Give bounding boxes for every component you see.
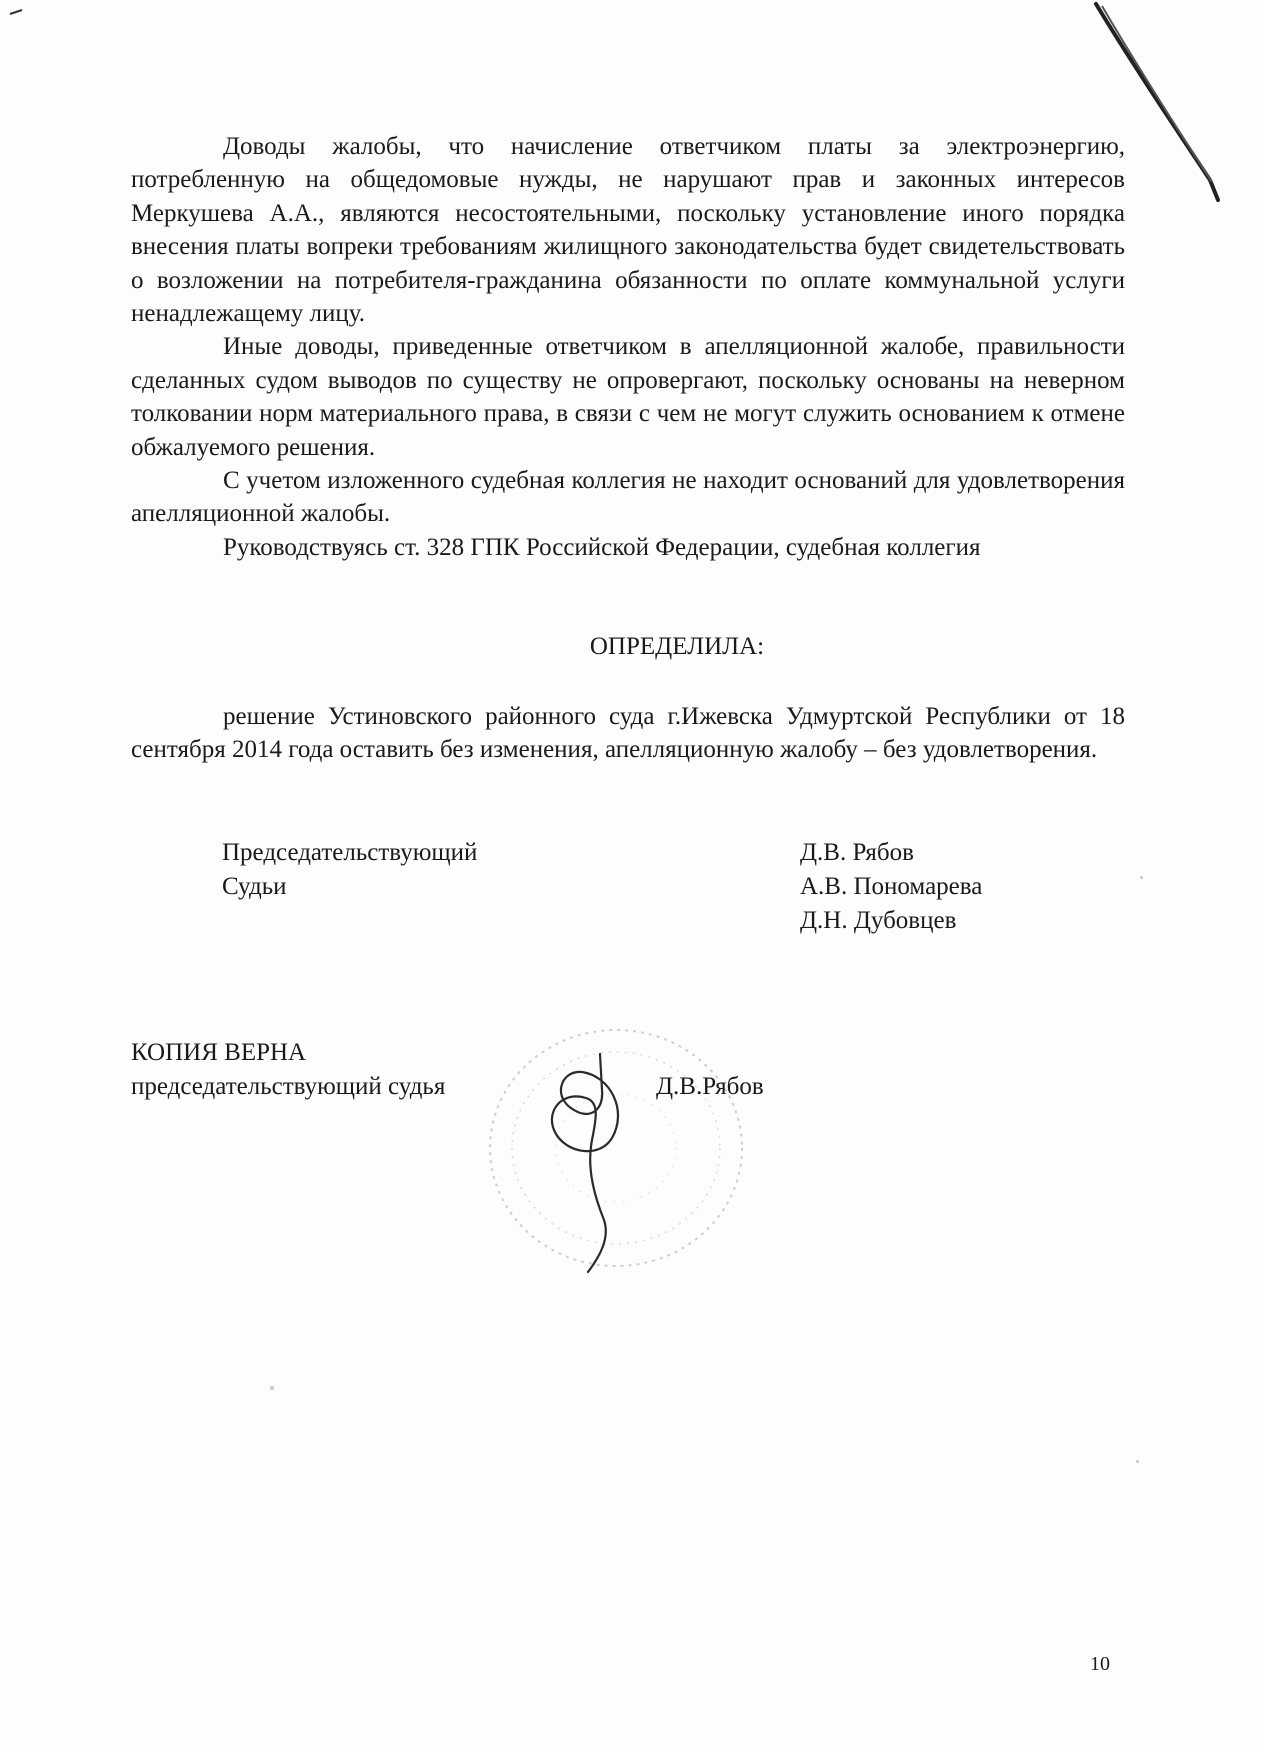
paragraph-conclusion: С учетом изложенного судебная коллегия не находит оснований для удовлетворения апелляционной жалобы. [131,467,1125,528]
scan-speck [270,1386,274,1390]
scan-mark [8,2,48,22]
signature-roles [222,836,477,904]
ruling-text [131,700,1125,767]
handwritten-signature [530,1050,660,1280]
certified-copy [131,1036,445,1104]
paragraph-legal-basis: Руководствуясь ст. 328 ГПК Российской Федерации, судебная коллегия [223,533,981,561]
copy-signer-name: Д.В.Рябов [656,1073,764,1100]
paragraph-other-arguments: Иные доводы, приведенные ответчиком в апелляционной жалобе, правильности сделанных судом выводов по существу не опровергают, поскольку основаны на неверном толковании норм материального права, в связи с чем не могут служить основанием к отмене обжалуемого решения. [131,333,1125,461]
copy-role: председательствующий судья [131,1073,446,1100]
scan-speck [1136,1460,1139,1463]
reasoning-text [131,130,1125,564]
page-number: 10 [1090,1653,1110,1675]
ruling-heading: ОПРЕДЕЛИЛА: [589,633,765,660]
signature-names [800,836,982,938]
judges-role: Судьи [222,873,287,900]
chair-role: Председательствующий [222,839,478,866]
judge-name-1: А.В. Пономарева [800,873,983,900]
scan-speck [1140,876,1143,879]
paragraph-arguments-rejected: Доводы жалобы, что начисление ответчиком платы за электроэнергию, потребленную на общедомовые нужды, не нарушают прав и законных интересов Меркушева А.А., являются несостоятельными, поскольку установление иного порядка внесения платы вопреки требованиям жилищного законодательства будет свидетельствовать о возложении на потребителя-гражданина обязанности по оплате коммунальной услуги ненадлежащему лицу. [131,133,1125,328]
chair-name: Д.В. Рябов [800,839,914,866]
decision-paragraph: решение Устиновского районного суда г.Ижевска Удмуртской Республики от 18 сентября 2014 года оставить без изменения, апелляционную жалобу – без удовлетворения. [131,703,1125,764]
judge-name-2: Д.Н. Дубовцев [800,907,957,934]
copy-title: КОПИЯ ВЕРНА [131,1039,307,1066]
